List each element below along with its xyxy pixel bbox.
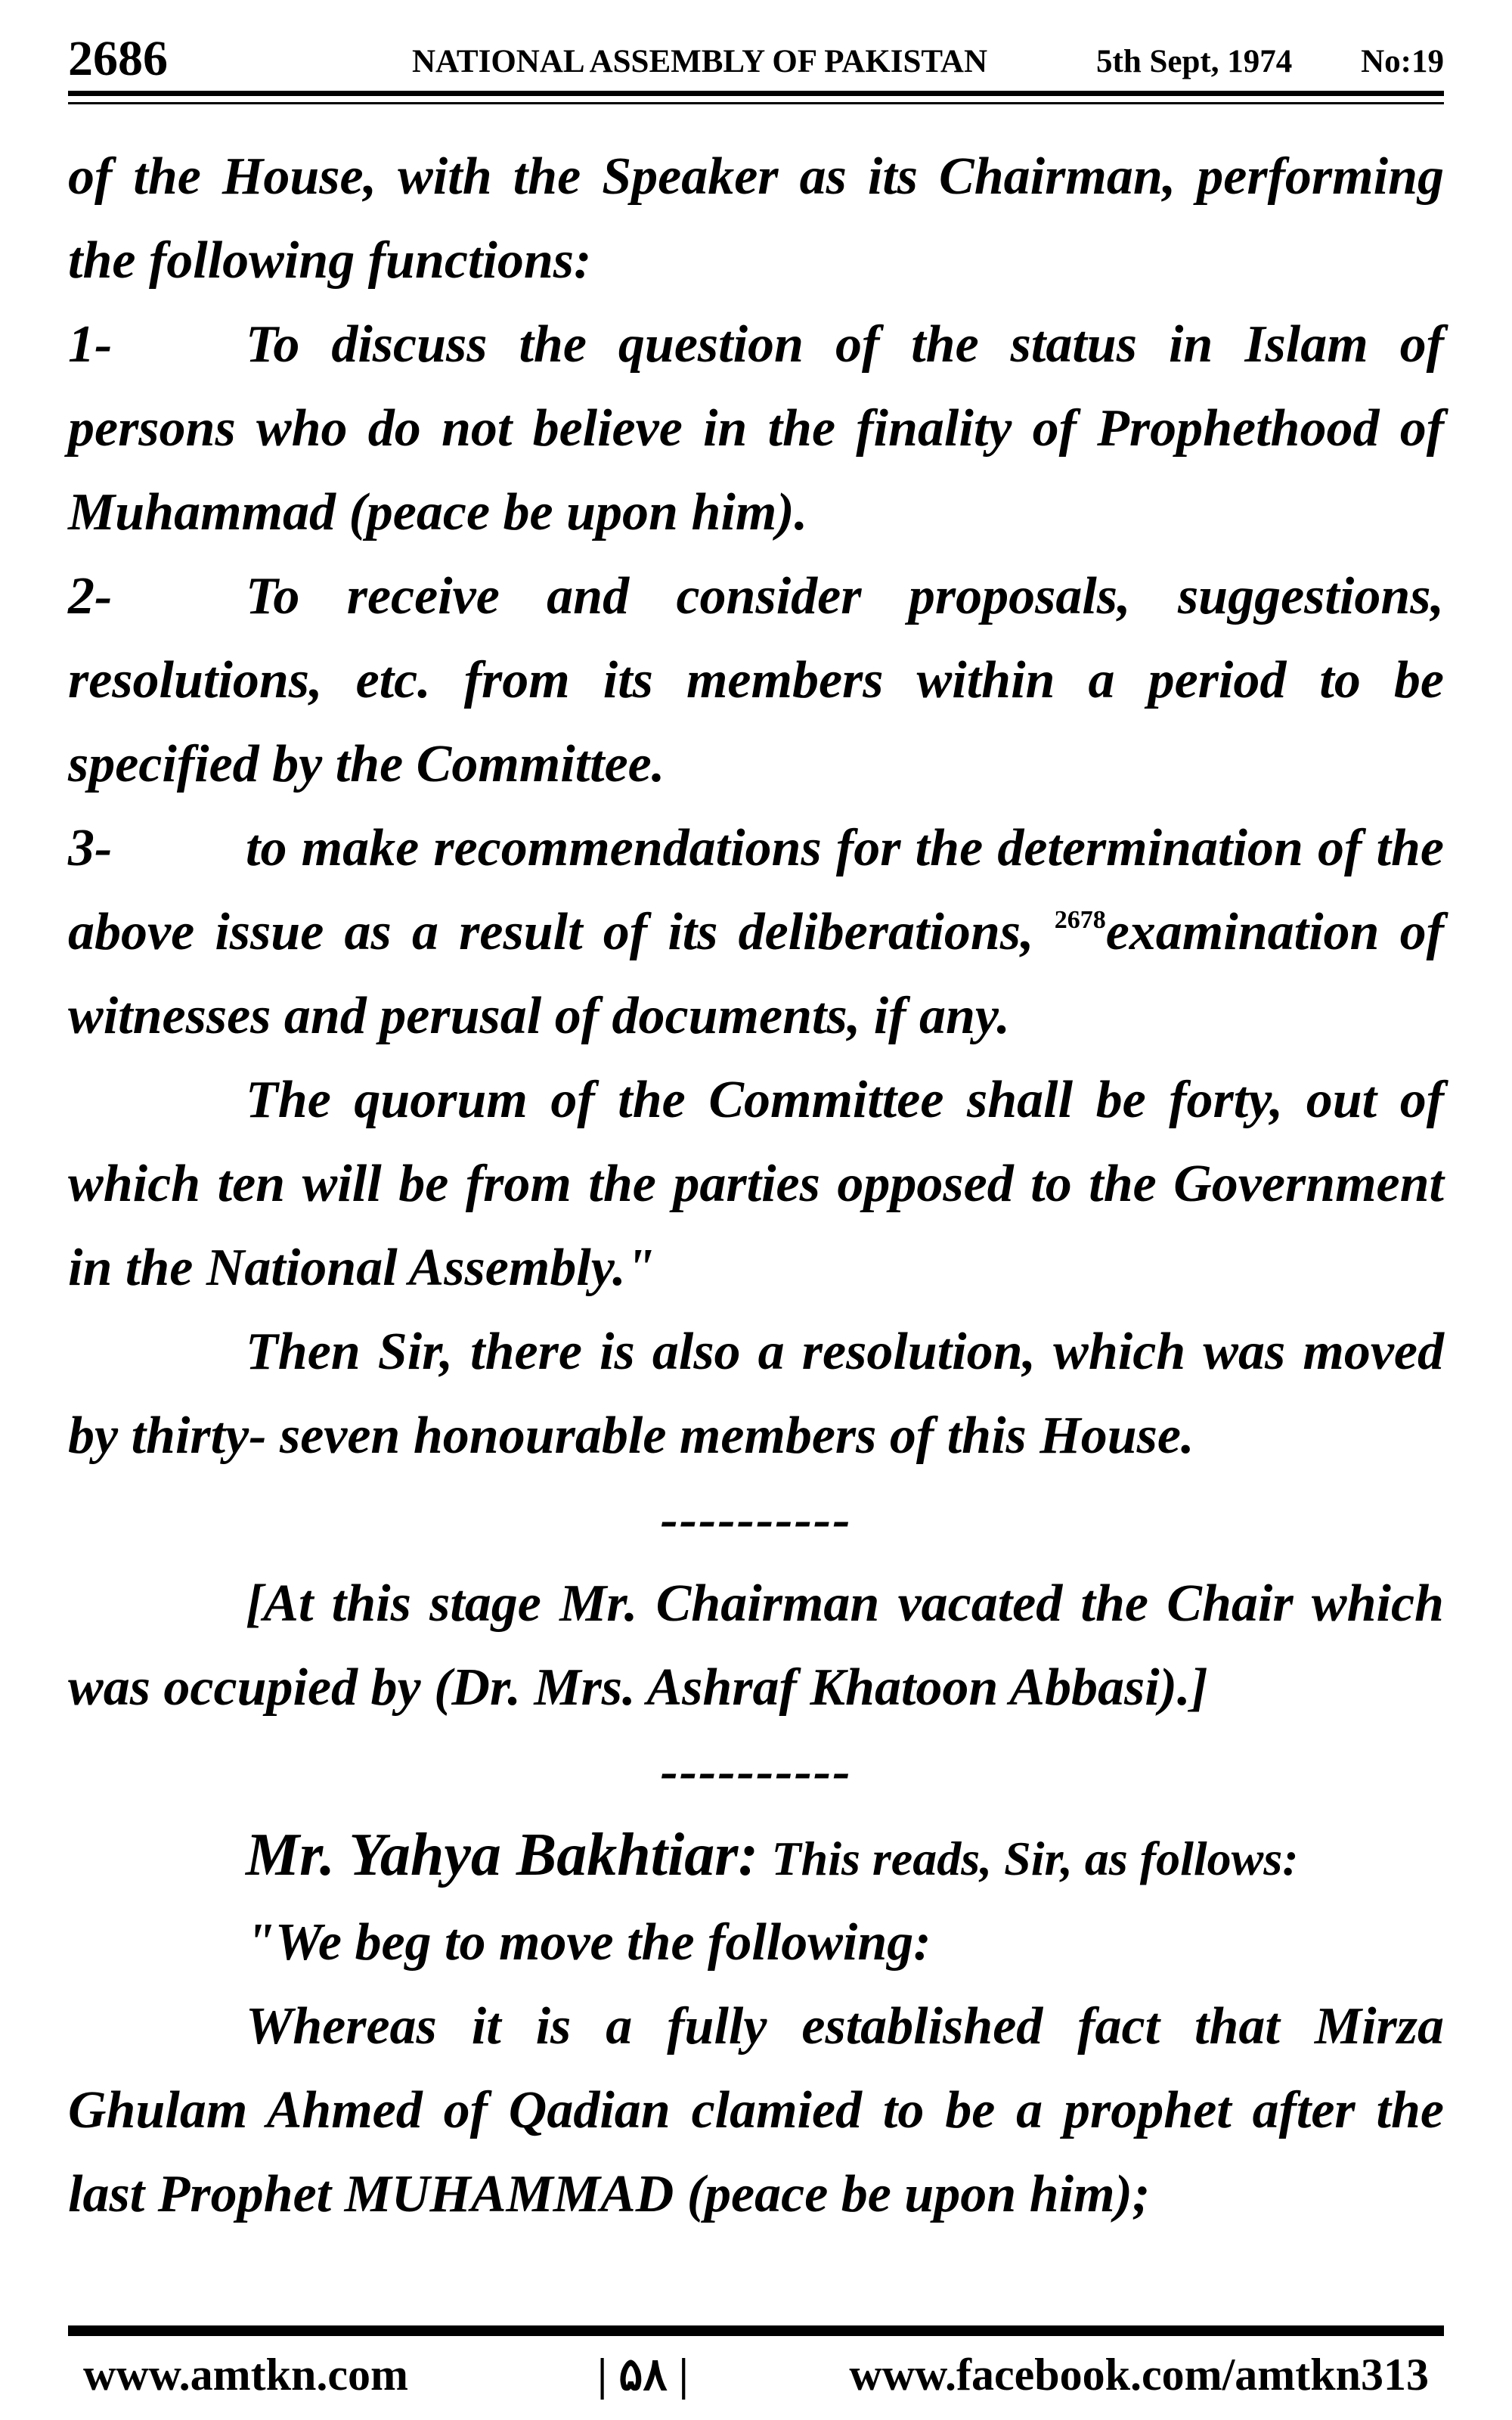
footer-rule xyxy=(68,2325,1444,2336)
page-number: 2686 xyxy=(68,31,168,86)
resolution-paragraph: Then Sir, there is also a resolution, which was moved by thirty- seven honourable members of this House. xyxy=(68,1323,1444,1465)
speaker-paragraph xyxy=(68,1813,1444,1900)
header-date: 5th Sept, 1974 xyxy=(1096,44,1293,79)
list-number: 1- xyxy=(68,315,113,374)
document-body xyxy=(68,135,1444,2236)
intro-paragraph: of the House, with the Speaker as its Chairman, performing the following functions: xyxy=(68,147,1444,290)
quote-opening: "We beg to move the following: xyxy=(246,1913,931,1972)
list-item-text: To receive and consider proposals, suggestions, resolutions, etc. from its members within a period to be specified by the Committee. xyxy=(68,567,1444,793)
list-item-text: to make recommendations for the determination of the above issue as a result of its deliberations, xyxy=(68,819,1444,961)
reference-marker: 2678 xyxy=(1054,906,1106,934)
list-item-text: To discuss the question of the status in Islam of persons who do not believe in the finality of Prophethood of Muhammad (peace be upon him). xyxy=(68,315,1444,541)
stage-note: [At this stage Mr. Chairman vacated the Chair which was occupied by (Dr. Mrs. Ashraf Khatoon Abbasi).] xyxy=(68,1575,1444,1717)
page-footer xyxy=(68,2341,1444,2409)
list-item-2 xyxy=(68,554,1444,806)
header-rule-thick xyxy=(68,91,1444,96)
list-number: 2- xyxy=(68,567,113,625)
header-title: NATIONAL ASSEMBLY OF PAKISTAN xyxy=(412,44,988,79)
list-item-text-continued: examination of witnesses and perusal of documents, if any. xyxy=(68,903,1444,1045)
footer-facebook-link[interactable]: www.facebook.com/amtkn313 xyxy=(849,2350,1429,2400)
whereas-paragraph: Whereas it is a fully established fact that Mirza Ghulam Ahmed of Qadian clamied to be a prophet after the last Prophet MUHAMMAD (peace be upon him); xyxy=(68,1997,1444,2223)
speaker-name: Mr. Yahya Bakhtiar: xyxy=(246,1822,759,1888)
footer-page-marker: | ۵۸ | xyxy=(597,2350,689,2400)
speech-text: This reads, Sir, as follows: xyxy=(771,1832,1299,1885)
footer-website-link[interactable]: www.amtkn.com xyxy=(83,2350,408,2400)
list-item-3 xyxy=(68,806,1444,1058)
list-item-1 xyxy=(68,302,1444,554)
separator-line: ---------- xyxy=(660,1491,852,1549)
header-rule-thin xyxy=(68,102,1444,104)
separator-line: ---------- xyxy=(660,1742,852,1801)
list-number: 3- xyxy=(68,819,113,877)
header-issue-number: No:19 xyxy=(1361,44,1444,79)
page-header xyxy=(68,29,1444,89)
quorum-paragraph: The quorum of the Committee shall be forty, out of which ten will be from the parties opposed to the Government in the National Assembly." xyxy=(68,1071,1444,1297)
